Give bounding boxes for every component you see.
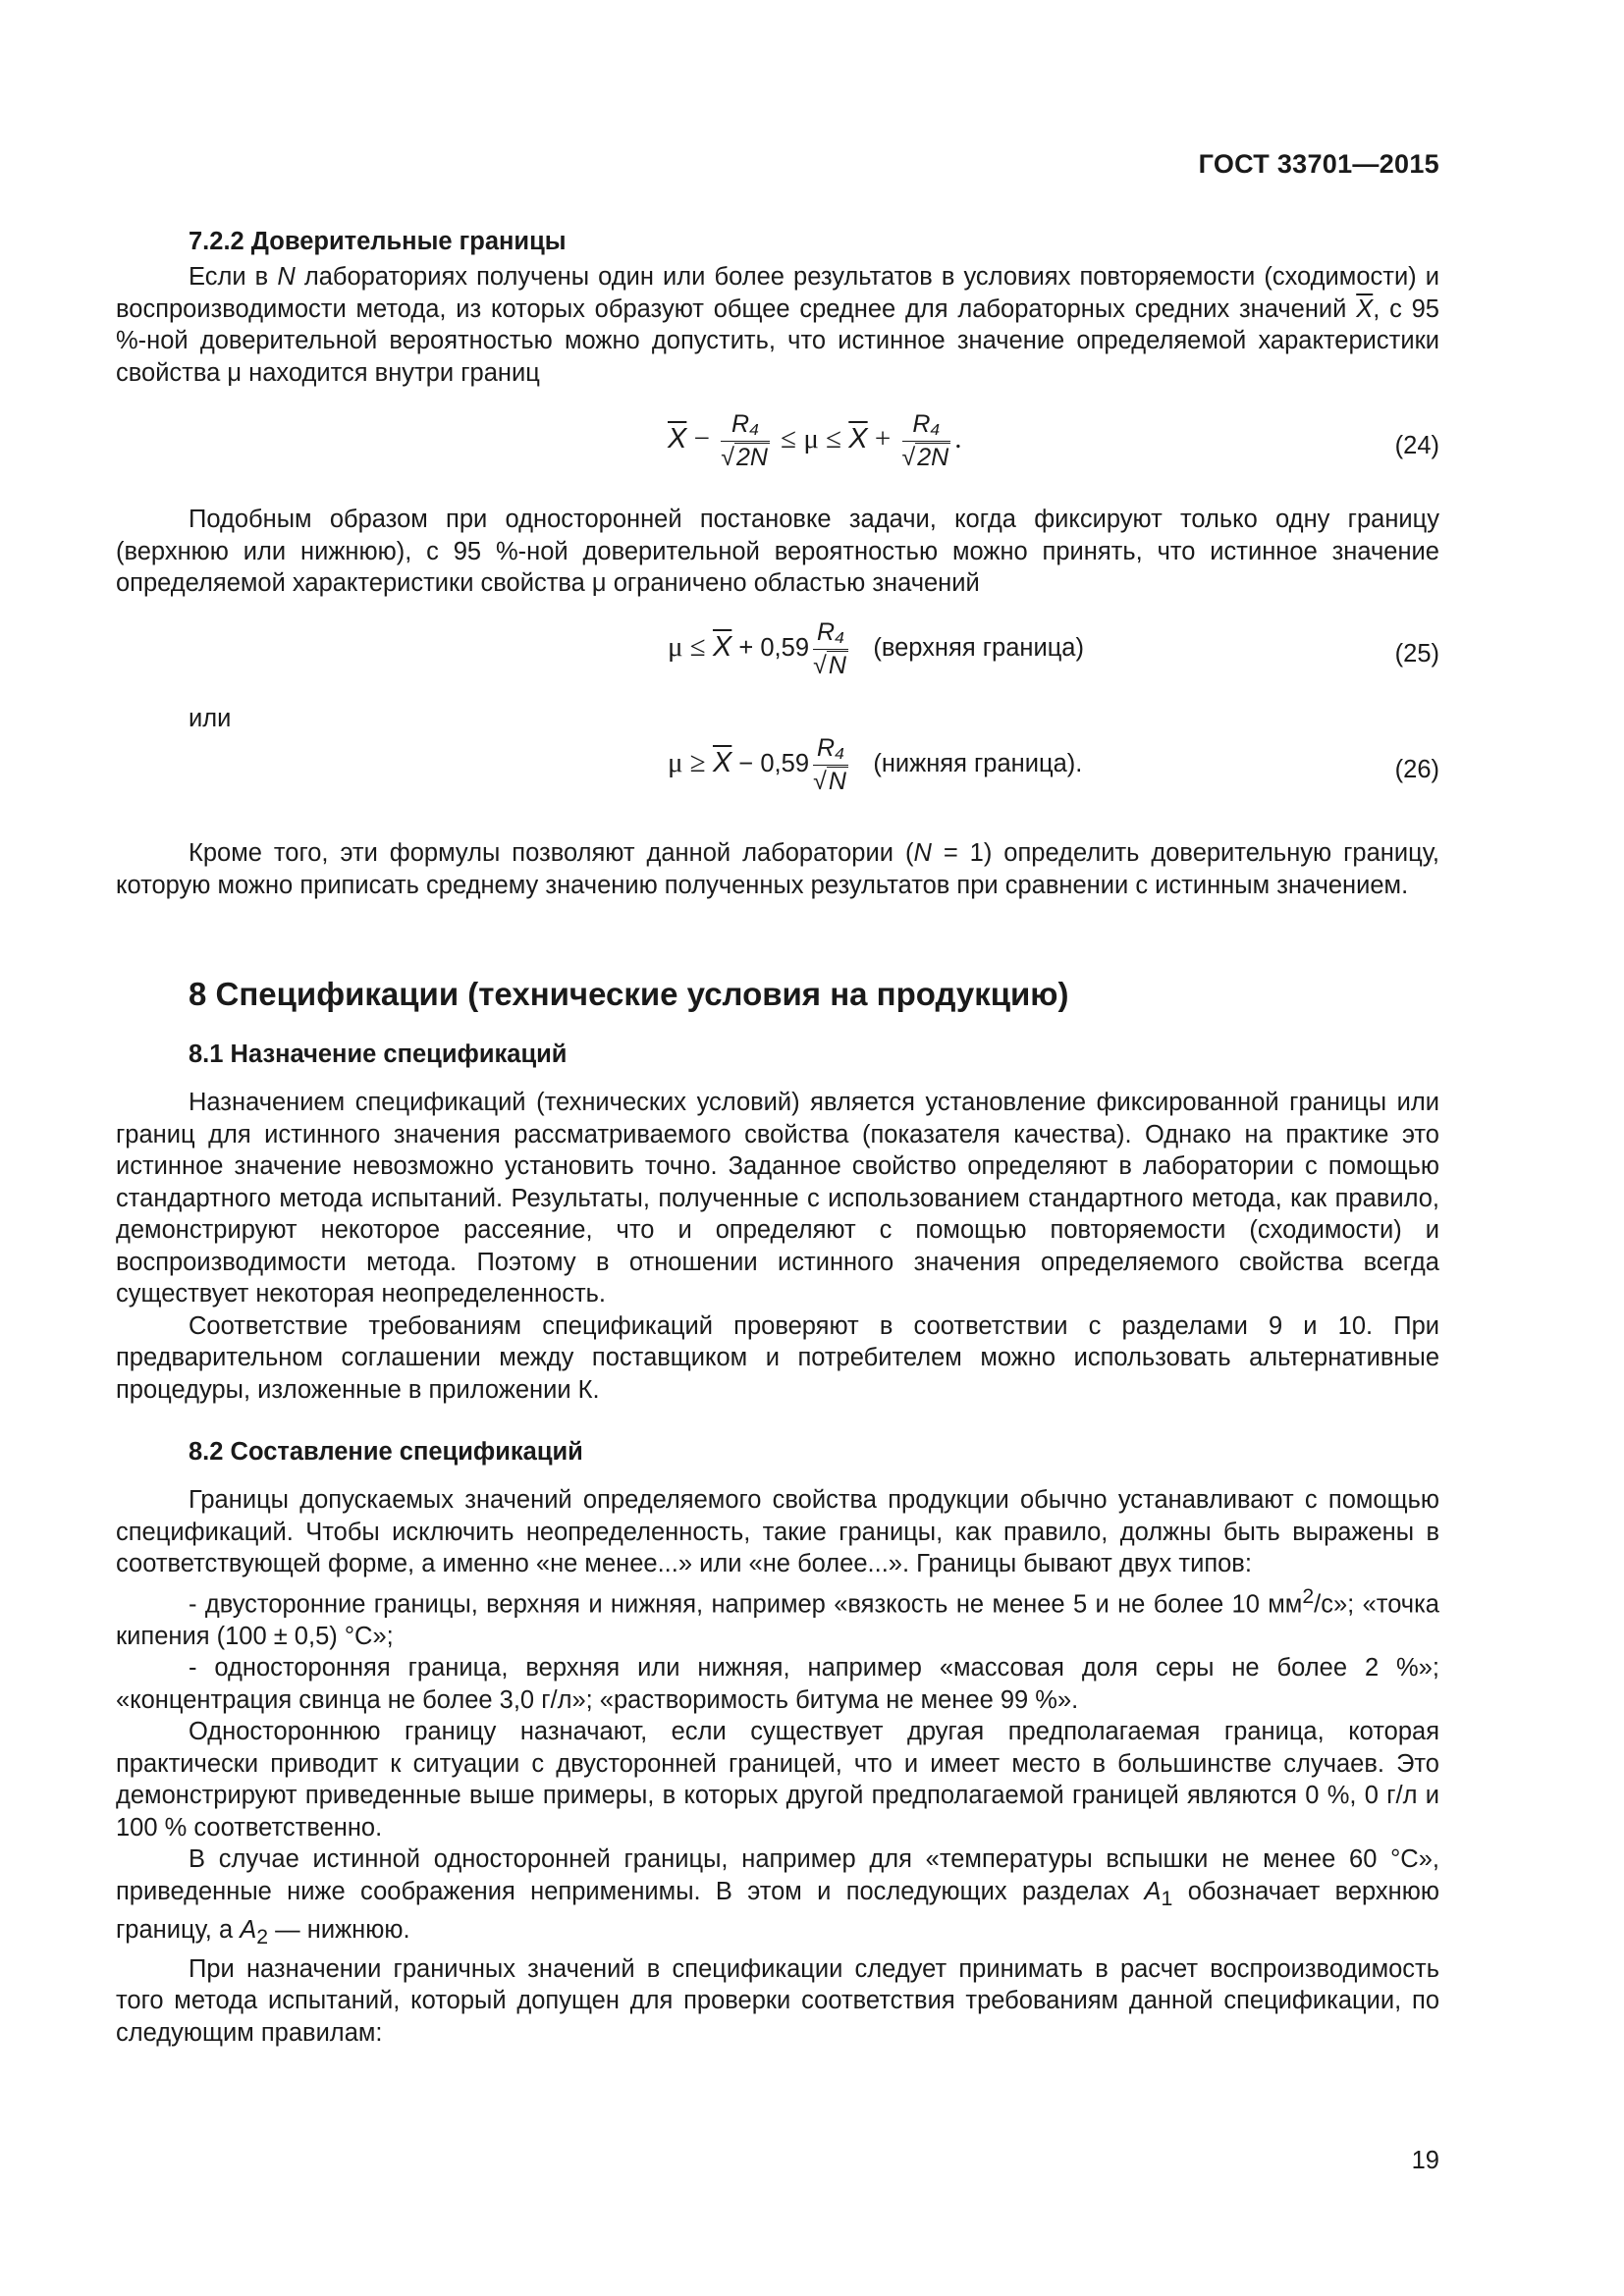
radicand: 2N	[735, 444, 768, 471]
numerator: R₄	[813, 734, 848, 766]
section-8-1-body	[116, 1087, 1439, 1406]
denominator: √2N	[721, 444, 768, 471]
text: /с»; «точка кипения (100 ± 0,5) °С»;	[116, 1590, 1439, 1650]
op: +	[867, 423, 898, 455]
equation-number-26: (26)	[1394, 756, 1439, 783]
denominator: √N	[813, 652, 846, 679]
var-X-bar: $\overline{X}$	[1356, 294, 1374, 323]
list-item: - односторонняя граница, верхняя или нижняя, например «массовая доля серы не более 2 %»; «концентрация свинца не более 3,0 г/л»; «растворимость битума не менее 99 %».	[116, 1654, 1439, 1714]
paragraph	[116, 837, 1439, 901]
subscript: 2	[256, 1925, 269, 1949]
paragraph: Одностороннюю границу назначают, если существует другая предполагаемая граница, которая практически приводит к ситуации с двусторонней границей, что и имеет место в большинстве случаев. Это демонстрируют приведенные выше примеры, в которых другой предполагаемой границей являются 0 %, 0 г/л и 100 % соответственно.	[116, 1718, 1439, 1842]
numerator: R₄	[721, 410, 770, 442]
var-X-bar: $\overline{X}$	[712, 747, 732, 779]
formula-25	[668, 618, 1084, 680]
fraction	[813, 734, 848, 796]
equation-number-25: (25)	[1394, 640, 1439, 667]
text: = 1) определить доверительную границу, которую можно приписать среднему значению полученных результатов при сравнении с истинным значением.	[116, 839, 1439, 899]
bound-note: (нижняя граница).	[873, 750, 1083, 778]
bound-note: (верхняя граница)	[873, 634, 1084, 663]
text: - двусторонние границы, верхняя и нижняя, например «вязкость не менее 5 и не более 10 мм	[189, 1590, 1303, 1618]
section-7-2-2-p2	[116, 504, 1439, 600]
radicand: 2N	[917, 444, 949, 471]
var-X-bar: $\overline{X}$	[668, 423, 687, 455]
document-code-header: ГОСТ 33701—2015	[1198, 149, 1439, 179]
text: В случае истинной односторонней границы, например для «температуры вспышки не менее 60 °С», приведенные ниже соображения неприменимы. В этом и последующих разделах	[116, 1845, 1439, 1905]
superscript: 2	[1302, 1583, 1315, 1608]
var-X-bar: $\overline{X}$	[712, 631, 732, 664]
var-N: N	[277, 263, 296, 291]
paragraph	[116, 1843, 1439, 1953]
text: — нижнюю.	[268, 1916, 410, 1945]
op: −	[686, 423, 718, 455]
list-item	[116, 1580, 1439, 1653]
paragraph	[116, 261, 1439, 389]
radicand: N	[828, 652, 846, 679]
or-label: или	[189, 705, 232, 732]
formula-26	[668, 734, 1082, 796]
page-number: 19	[1411, 2147, 1439, 2174]
section-7-2-2-heading: 7.2.2 Доверительные границы	[189, 228, 567, 255]
text: , с 95 %-ной доверительной вероятностью можно допустить, что истинное значение определяемой характеристики свойства μ находится внутри границ	[116, 294, 1439, 387]
section-8-1-heading: 8.1 Назначение спецификаций	[189, 1041, 568, 1068]
var-A: A	[240, 1916, 257, 1945]
var-X-bar: $\overline{X}$	[848, 423, 868, 455]
paragraph: Границы допускаемых значений определяемого свойства продукции обычно устанавливают с помощью спецификаций. Чтобы исключить неопределенность, такие границы, как правило, должны быть выражены в соответствующей форме, а именно «не менее...» или «не более...». Границы бывают двух типов:	[116, 1486, 1439, 1577]
op: μ ≤	[668, 631, 713, 664]
formula-24	[668, 410, 961, 472]
paragraph: Подобным образом при односторонней постановке задачи, когда фиксируют только одну границу (верхнюю или нижнюю), с 95 %-ной доверительной вероятностью можно принять, что истинное значение определяемой характеристики свойства μ ограничено областью значений	[116, 506, 1439, 597]
text: обозначает верхнюю границу, а	[116, 1877, 1439, 1945]
subscript: 1	[1161, 1886, 1173, 1910]
section-7-2-2-intro	[116, 261, 1439, 389]
var-A: A	[1144, 1877, 1162, 1905]
var-N: N	[913, 839, 932, 867]
op: ≤ μ ≤	[773, 423, 849, 455]
op: + 0,59	[731, 634, 810, 663]
numerator: R₄	[902, 410, 951, 442]
fraction	[902, 410, 951, 472]
section-8-2-heading: 8.2 Составление спецификаций	[189, 1438, 583, 1466]
equation-number-24: (24)	[1394, 432, 1439, 459]
denominator: √N	[813, 768, 846, 795]
section-8-heading: 8 Спецификации (технические условия на продукцию)	[189, 976, 1069, 1012]
section-8-2-body	[116, 1484, 1439, 2049]
paragraph: Назначением спецификаций (технических условий) является установление фиксированной границы или границ для истинного значения рассматриваемого свойства (показателя качества). Однако на практике это истинное значение невозможно установить точно. Заданное свойство определяют в лаборатории с помощью стандартного метода испытаний. Результаты, полученные с использованием стандартного метода, как правило, демонстрируют некоторое рассеяние, что и определяют с помощью повторяемости (сходимости) и воспроизводимости метода. Поэтому в отношении истинного значения определяемого свойства всегда существует некоторая неопределенность.	[116, 1089, 1439, 1308]
op: − 0,59	[731, 750, 810, 778]
text: Если в	[189, 263, 278, 291]
fraction	[721, 410, 770, 472]
op: μ ≥	[668, 747, 713, 779]
paragraph: Соответствие требованиям спецификаций проверяют в соответствии с разделами 9 и 10. При предварительном соглашении между поставщиком и потребителем можно использовать альтернативные процедуры, изложенные в приложении К.	[116, 1311, 1439, 1404]
radicand: N	[828, 768, 846, 795]
text: лабораториях получены один или более результатов в условиях повторяемости (сходимости) и воспроизводимости метода, из которых образуют общее среднее для лабораторных средних значений	[116, 263, 1439, 323]
text: Кроме того, эти формулы позволяют данной лаборатории (	[189, 839, 914, 867]
paragraph: При назначении граничных значений в спецификации следует принимать в расчет воспроизводимость того метода испытаний, который допущен для проверки соответствия требованиям данной спецификации, по следующим правилам:	[116, 1954, 1439, 2047]
numerator: R₄	[813, 618, 848, 650]
fraction	[813, 618, 848, 680]
denominator: √2N	[901, 444, 949, 471]
section-7-2-2-p3	[116, 837, 1439, 901]
op: .	[954, 423, 962, 455]
